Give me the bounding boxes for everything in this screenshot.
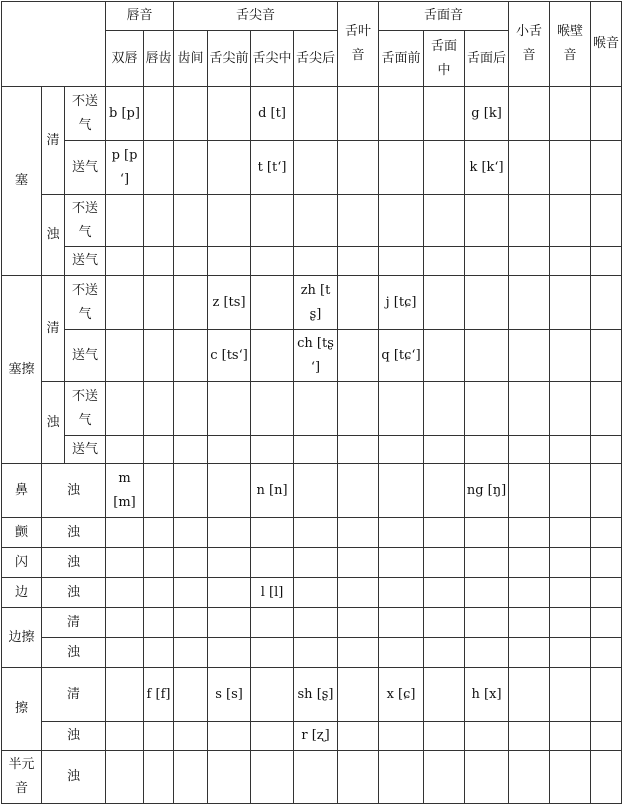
- empty-cell: [509, 87, 550, 141]
- empty-cell: [424, 436, 465, 464]
- empty-cell: [424, 751, 465, 804]
- empty-cell: [465, 382, 509, 436]
- empty-cell: [509, 382, 550, 436]
- manner-semivowel: 半元音: [2, 751, 42, 804]
- empty-cell: [251, 668, 294, 722]
- header-apical: 舌尖音: [174, 2, 338, 31]
- empty-cell: [294, 548, 338, 578]
- empty-cell: [294, 751, 338, 804]
- manner-affricate: 塞擦: [2, 276, 42, 464]
- empty-cell: [509, 141, 550, 195]
- empty-cell: [106, 382, 144, 436]
- empty-cell: [550, 464, 591, 518]
- empty-cell: [208, 608, 251, 638]
- consonant-cell: z [ts]: [208, 276, 251, 330]
- empty-cell: [338, 247, 379, 276]
- empty-cell: [465, 330, 509, 382]
- voicing-voiced: 浊: [42, 722, 106, 751]
- empty-cell: [338, 548, 379, 578]
- empty-cell: [174, 330, 208, 382]
- empty-cell: [379, 141, 424, 195]
- empty-cell: [379, 722, 424, 751]
- header-bilabial: 双唇: [106, 31, 144, 87]
- empty-cell: [144, 330, 174, 382]
- empty-cell: [106, 330, 144, 382]
- manner-nasal: 鼻: [2, 464, 42, 518]
- empty-cell: [509, 276, 550, 330]
- empty-cell: [174, 751, 208, 804]
- empty-cell: [174, 464, 208, 518]
- header-labial: 唇音: [106, 2, 174, 31]
- empty-cell: [509, 578, 550, 608]
- empty-cell: [251, 638, 294, 668]
- empty-cell: [465, 751, 509, 804]
- empty-cell: [294, 436, 338, 464]
- empty-cell: [338, 436, 379, 464]
- empty-cell: [509, 464, 550, 518]
- empty-cell: [465, 247, 509, 276]
- empty-cell: [251, 518, 294, 548]
- empty-cell: [465, 518, 509, 548]
- empty-cell: [591, 668, 622, 722]
- aspiration-aspirated: 送气: [65, 436, 106, 464]
- empty-cell: [591, 382, 622, 436]
- empty-cell: [208, 195, 251, 247]
- empty-cell: [294, 608, 338, 638]
- empty-cell: [144, 464, 174, 518]
- empty-cell: [550, 578, 591, 608]
- empty-cell: [465, 578, 509, 608]
- aspiration-aspirated: 送气: [65, 330, 106, 382]
- consonant-cell: f [f]: [144, 668, 174, 722]
- consonant-cell: ch [tʂʻ]: [294, 330, 338, 382]
- header-dorsal-back: 舌面后: [465, 31, 509, 87]
- consonant-cell: zh [tʂ]: [294, 276, 338, 330]
- empty-cell: [174, 608, 208, 638]
- consonant-cell: sh [ʂ]: [294, 668, 338, 722]
- empty-cell: [208, 464, 251, 518]
- empty-cell: [106, 638, 144, 668]
- empty-cell: [509, 722, 550, 751]
- consonant-cell: q [tɕʻ]: [379, 330, 424, 382]
- consonant-cell: m [m]: [106, 464, 144, 518]
- empty-cell: [379, 638, 424, 668]
- empty-cell: [208, 638, 251, 668]
- empty-cell: [251, 330, 294, 382]
- empty-cell: [550, 518, 591, 548]
- empty-cell: [294, 195, 338, 247]
- empty-cell: [208, 578, 251, 608]
- header-apical-mid: 舌尖中: [251, 31, 294, 87]
- empty-cell: [509, 638, 550, 668]
- voicing-voiced: 浊: [42, 578, 106, 608]
- header-pharyngeal: 喉壁音: [550, 2, 591, 87]
- empty-cell: [379, 548, 424, 578]
- empty-cell: [591, 751, 622, 804]
- empty-cell: [174, 722, 208, 751]
- voicing-voiceless: 清: [42, 276, 65, 382]
- empty-cell: [208, 722, 251, 751]
- empty-cell: [424, 518, 465, 548]
- header-apical-front: 舌尖前: [208, 31, 251, 87]
- empty-cell: [424, 195, 465, 247]
- empty-cell: [424, 330, 465, 382]
- voicing-voiceless: 清: [42, 87, 65, 195]
- empty-cell: [338, 276, 379, 330]
- aspiration-aspirated: 送气: [65, 141, 106, 195]
- consonant-cell: j [tɕ]: [379, 276, 424, 330]
- header-dorsal: 舌面音: [379, 2, 509, 31]
- empty-cell: [591, 436, 622, 464]
- empty-cell: [591, 87, 622, 141]
- empty-cell: [106, 247, 144, 276]
- empty-cell: [550, 141, 591, 195]
- consonant-cell: b [p]: [106, 87, 144, 141]
- empty-cell: [379, 751, 424, 804]
- empty-cell: [106, 518, 144, 548]
- manner-lateral: 边: [2, 578, 42, 608]
- empty-cell: [338, 518, 379, 548]
- empty-cell: [144, 436, 174, 464]
- empty-cell: [294, 141, 338, 195]
- empty-cell: [424, 382, 465, 436]
- empty-cell: [174, 247, 208, 276]
- empty-cell: [465, 548, 509, 578]
- empty-cell: [144, 578, 174, 608]
- empty-cell: [591, 330, 622, 382]
- empty-cell: [338, 464, 379, 518]
- empty-cell: [591, 548, 622, 578]
- empty-cell: [106, 436, 144, 464]
- empty-cell: [144, 518, 174, 548]
- empty-cell: [144, 382, 174, 436]
- empty-cell: [424, 668, 465, 722]
- empty-cell: [294, 578, 338, 608]
- empty-cell: [509, 608, 550, 638]
- empty-cell: [591, 464, 622, 518]
- empty-cell: [424, 276, 465, 330]
- empty-cell: [251, 247, 294, 276]
- voicing-voiced: 浊: [42, 518, 106, 548]
- empty-cell: [144, 638, 174, 668]
- empty-cell: [550, 751, 591, 804]
- empty-cell: [174, 276, 208, 330]
- empty-cell: [550, 247, 591, 276]
- consonant-cell: p [pʻ]: [106, 141, 144, 195]
- empty-cell: [144, 608, 174, 638]
- empty-cell: [550, 436, 591, 464]
- empty-cell: [294, 382, 338, 436]
- empty-cell: [106, 668, 144, 722]
- empty-cell: [338, 141, 379, 195]
- empty-cell: [591, 195, 622, 247]
- aspiration-unaspirated: 不送气: [65, 195, 106, 247]
- header-dorsal-front: 舌面前: [379, 31, 424, 87]
- voicing-voiced: 浊: [42, 638, 106, 668]
- empty-cell: [251, 608, 294, 638]
- empty-cell: [338, 608, 379, 638]
- voicing-voiced: 浊: [42, 195, 65, 276]
- empty-cell: [550, 608, 591, 638]
- empty-cell: [550, 195, 591, 247]
- consonant-cell: d [t]: [251, 87, 294, 141]
- empty-cell: [144, 141, 174, 195]
- empty-cell: [424, 722, 465, 751]
- empty-cell: [379, 382, 424, 436]
- aspiration-unaspirated: 不送气: [65, 276, 106, 330]
- empty-cell: [106, 578, 144, 608]
- empty-cell: [591, 518, 622, 548]
- header-laminal: 舌叶音: [338, 2, 379, 87]
- manner-fricative: 擦: [2, 668, 42, 751]
- empty-cell: [174, 382, 208, 436]
- empty-cell: [509, 195, 550, 247]
- consonant-cell: l [l]: [251, 578, 294, 608]
- consonant-cell: c [tsʻ]: [208, 330, 251, 382]
- empty-cell: [174, 87, 208, 141]
- empty-cell: [509, 668, 550, 722]
- empty-cell: [144, 195, 174, 247]
- aspiration-aspirated: 送气: [65, 247, 106, 276]
- consonant-cell: k [kʻ]: [465, 141, 509, 195]
- empty-cell: [294, 638, 338, 668]
- empty-cell: [379, 436, 424, 464]
- empty-cell: [424, 578, 465, 608]
- empty-cell: [424, 638, 465, 668]
- manner-stop: 塞: [2, 87, 42, 276]
- empty-cell: [106, 548, 144, 578]
- empty-cell: [208, 382, 251, 436]
- empty-cell: [550, 330, 591, 382]
- empty-cell: [550, 722, 591, 751]
- empty-cell: [251, 548, 294, 578]
- empty-cell: [379, 464, 424, 518]
- empty-cell: [424, 247, 465, 276]
- header-labiodental: 唇齿: [144, 31, 174, 87]
- manner-trill: 颤: [2, 518, 42, 548]
- empty-cell: [251, 722, 294, 751]
- empty-cell: [591, 578, 622, 608]
- empty-cell: [338, 668, 379, 722]
- empty-cell: [294, 247, 338, 276]
- empty-cell: [144, 548, 174, 578]
- empty-cell: [509, 751, 550, 804]
- empty-cell: [379, 518, 424, 548]
- empty-cell: [338, 722, 379, 751]
- empty-cell: [208, 518, 251, 548]
- voicing-voiced: 浊: [42, 464, 106, 518]
- empty-cell: [465, 638, 509, 668]
- empty-cell: [550, 276, 591, 330]
- empty-cell: [591, 247, 622, 276]
- aspiration-unaspirated: 不送气: [65, 87, 106, 141]
- empty-cell: [465, 436, 509, 464]
- manner-lateral-fricative: 边擦: [2, 608, 42, 668]
- empty-cell: [591, 722, 622, 751]
- empty-cell: [144, 751, 174, 804]
- consonant-cell: n [n]: [251, 464, 294, 518]
- empty-cell: [338, 195, 379, 247]
- empty-cell: [379, 195, 424, 247]
- aspiration-unaspirated: 不送气: [65, 382, 106, 436]
- empty-cell: [208, 141, 251, 195]
- empty-cell: [144, 87, 174, 141]
- empty-cell: [338, 382, 379, 436]
- consonant-cell: x [ɕ]: [379, 668, 424, 722]
- consonant-cell: ng [ŋ]: [465, 464, 509, 518]
- empty-cell: [338, 578, 379, 608]
- voicing-voiced: 浊: [42, 548, 106, 578]
- empty-cell: [424, 87, 465, 141]
- empty-cell: [208, 548, 251, 578]
- empty-cell: [424, 141, 465, 195]
- empty-cell: [174, 668, 208, 722]
- voicing-voiced: 浊: [42, 382, 65, 464]
- empty-cell: [106, 276, 144, 330]
- empty-cell: [509, 247, 550, 276]
- empty-cell: [294, 464, 338, 518]
- header-dorsal-mid: 舌面中: [424, 31, 465, 87]
- empty-cell: [424, 608, 465, 638]
- empty-cell: [550, 548, 591, 578]
- empty-cell: [174, 141, 208, 195]
- empty-cell: [144, 722, 174, 751]
- empty-cell: [591, 638, 622, 668]
- consonant-cell: t [tʻ]: [251, 141, 294, 195]
- empty-cell: [338, 751, 379, 804]
- empty-cell: [424, 464, 465, 518]
- empty-cell: [106, 751, 144, 804]
- consonant-cell: r [ʐ]: [294, 722, 338, 751]
- empty-cell: [424, 548, 465, 578]
- empty-cell: [174, 436, 208, 464]
- empty-cell: [379, 578, 424, 608]
- empty-cell: [509, 436, 550, 464]
- empty-cell: [251, 195, 294, 247]
- empty-cell: [379, 608, 424, 638]
- empty-cell: [106, 722, 144, 751]
- empty-cell: [550, 87, 591, 141]
- empty-cell: [174, 548, 208, 578]
- empty-cell: [509, 548, 550, 578]
- voicing-voiceless: 清: [42, 668, 106, 722]
- empty-cell: [294, 87, 338, 141]
- empty-cell: [550, 382, 591, 436]
- empty-cell: [379, 87, 424, 141]
- empty-cell: [208, 247, 251, 276]
- empty-cell: [144, 247, 174, 276]
- empty-cell: [465, 722, 509, 751]
- empty-cell: [509, 330, 550, 382]
- empty-cell: [251, 382, 294, 436]
- empty-cell: [550, 638, 591, 668]
- voicing-voiceless: 清: [42, 608, 106, 638]
- empty-cell: [106, 195, 144, 247]
- empty-cell: [294, 518, 338, 548]
- empty-cell: [465, 195, 509, 247]
- empty-cell: [338, 638, 379, 668]
- consonant-chart-table: [1, 1, 622, 804]
- consonant-cell: h [x]: [465, 668, 509, 722]
- empty-cell: [174, 578, 208, 608]
- empty-cell: [251, 751, 294, 804]
- consonant-cell: s [s]: [208, 668, 251, 722]
- empty-cell: [338, 330, 379, 382]
- empty-cell: [251, 436, 294, 464]
- header-uvular: 小舌音: [509, 2, 550, 87]
- empty-cell: [106, 608, 144, 638]
- empty-cell: [174, 195, 208, 247]
- voicing-voiced: 浊: [42, 751, 106, 804]
- empty-cell: [591, 276, 622, 330]
- empty-cell: [465, 276, 509, 330]
- empty-cell: [379, 247, 424, 276]
- header-apical-back: 舌尖后: [294, 31, 338, 87]
- empty-cell: [465, 608, 509, 638]
- empty-cell: [591, 141, 622, 195]
- empty-cell: [208, 87, 251, 141]
- empty-cell: [144, 276, 174, 330]
- empty-cell: [251, 276, 294, 330]
- empty-cell: [174, 518, 208, 548]
- header-glottal: 喉音: [591, 2, 622, 87]
- empty-cell: [208, 436, 251, 464]
- empty-cell: [208, 751, 251, 804]
- empty-cell: [550, 668, 591, 722]
- empty-cell: [338, 87, 379, 141]
- header-interdental: 齿间: [174, 31, 208, 87]
- consonant-cell: g [k]: [465, 87, 509, 141]
- empty-cell: [174, 638, 208, 668]
- empty-cell: [509, 518, 550, 548]
- header-corner-cell: [2, 2, 106, 87]
- manner-flap: 闪: [2, 548, 42, 578]
- empty-cell: [591, 608, 622, 638]
